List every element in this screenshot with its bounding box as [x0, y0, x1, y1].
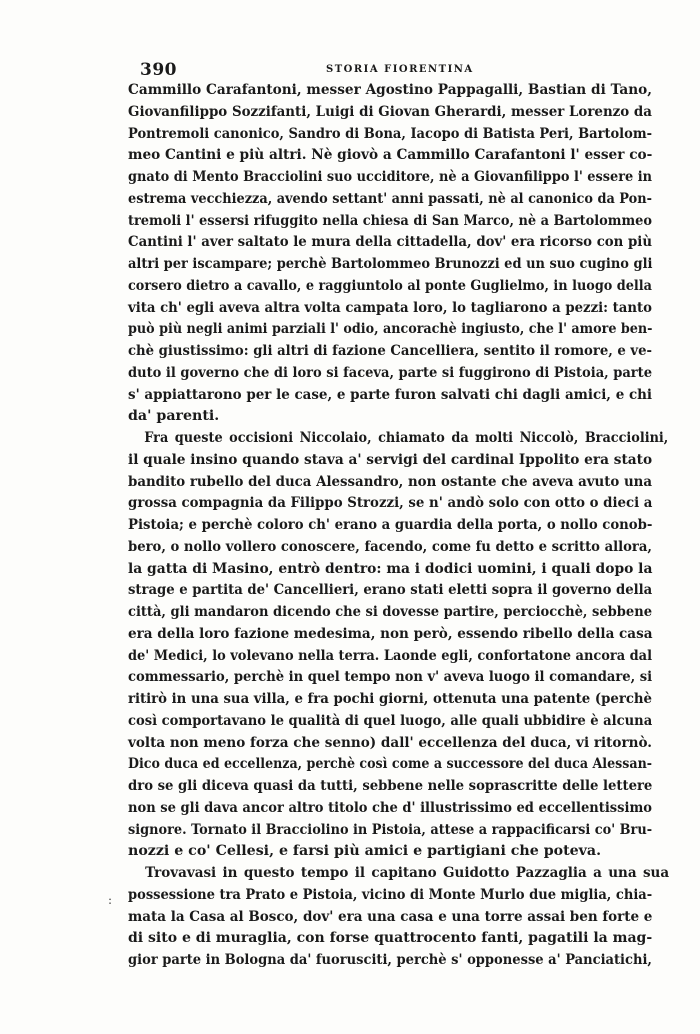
page-header	[140, 60, 552, 82]
text-line: di sito e di muraglia, con forse quattrocento fanti, pagatili la mag-	[128, 930, 653, 947]
text-line: corsero dietro a cavallo, e raggiuntolo al ponte Guglielmo, in luogo della	[128, 277, 652, 294]
text-line: Dico duca ed eccellenza, perchè così come a successore del duca Alessan-	[128, 756, 653, 773]
text-line: il quale insino quando stava a' servigi del cardinal Ippolito era stato	[128, 451, 653, 468]
text-line: meo Cantini e più altri. Nè giovò a Cammillo Carafantoni l' esser co-	[128, 147, 653, 164]
text-line: da' parenti.	[128, 408, 220, 425]
text-line: signore. Tornato il Bracciolino in Pistoia, attese a rappacificarsi co' Bru-	[128, 821, 653, 838]
text-line: s' appiattarono per le case, e parte furon salvati chi dagli amici, e chi	[128, 386, 653, 403]
text-line: Cantini l' aver saltato le mura della cittadella, dov' era ricorso con più	[128, 234, 653, 251]
text-line: mata la Casa al Bosco, dov' era una casa e una torre assai ben forte e	[128, 908, 653, 925]
text-line: strage e partita de' Cancellieri, erano stati eletti sopra il governo della	[128, 582, 653, 599]
text-line: Giovanfilippo Sozzifanti, Luigi di Giovan Gherardi, messer Lorenzo da	[128, 103, 652, 120]
text-line: così comportavano le qualità di quel luogo, alle quali ubbidire è alcuna	[128, 712, 653, 729]
page-number: 390	[140, 60, 177, 80]
text-line: Cammillo Carafantoni, messer Agostino Pappagalli, Bastian di Tano,	[128, 82, 653, 98]
text-line: ritirò in una sua villa, e fra pochi giorni, ottenuta una patente (perchè	[128, 691, 652, 707]
text-line: estrema vecchiezza, avendo settant' anni passati, nè al canonico da Pon-	[128, 190, 652, 207]
text-line: Trovavasi in questo tempo il capitano Guidotto Pazzaglia a una sua	[145, 865, 670, 881]
text-line: città, gli mandaron dicendo che si dovesse partire, perciocchè, sebbene	[128, 604, 653, 620]
text-line: vita ch' egli aveva altra volta campata loro, lo tagliarono a pezzi: tanto	[128, 299, 652, 316]
text-line: era della loro fazione medesima, non però, essendo ribello della casa	[128, 625, 653, 642]
text-line: bero, o nollo vollero conoscere, facendo, come fu detto e scritto allora,	[128, 538, 653, 555]
text-line: volta non meno forza che senno) dall' eccellenza del duca, vi ritornò.	[128, 734, 652, 751]
text-line: dro se gli diceva quasi da tutti, sebbene nelle soprascritte delle lettere	[128, 778, 653, 794]
running-head: STORIA FIORENTINA	[326, 64, 474, 75]
text-line: altri per iscampare; perchè Bartolommeo Brunozzi ed un suo cugino gli	[128, 256, 653, 272]
text-line: commessario, perchè in quel tempo non v' aveva luogo il comandare, si	[128, 669, 653, 686]
text-line: gnato di Mento Bracciolini suo ucciditore, nè a Giovanfilippo l' essere in	[128, 169, 652, 185]
text-line: Fra queste occisioni Niccolaio, chiamato da molti Niccolò, Bracciolini,	[144, 430, 669, 446]
body-text	[128, 80, 670, 972]
text-line: gior parte in Bologna da' fuorusciti, perchè s' opponesse a' Panciatichi,	[128, 952, 652, 968]
text-line: Pontremoli canonico, Sandro di Bona, Iacopo di Batista Peri, Bartolom-	[128, 125, 653, 142]
text-line: duto il governo che di loro si faceva, parte si fuggirono di Pistoia, parte	[128, 364, 653, 381]
text-line: nozzi e co' Cellesi, e farsi più amici e partigiani che poteva.	[128, 843, 602, 860]
text-line: non se gli dava ancor altro titolo che d' illustrissimo ed eccellentissimo	[128, 799, 652, 816]
text-line: può più negli animi parziali l' odio, ancorachè ingiusto, che l' amore ben-	[128, 321, 653, 338]
text-line: grossa compagnia da Filippo Strozzi, se n' andò solo con otto o dieci a	[128, 495, 653, 512]
text-line: possessione tra Prato e Pistoia, vicino di Monte Murlo due miglia, chia-	[128, 886, 653, 903]
margin-mark: :	[108, 893, 113, 907]
text-line: de' Medici, lo volevano nella terra. Laonde egli, confortatone ancora dal	[128, 647, 653, 664]
text-line: la gatta di Masino, entrò dentro: ma i dodici uomini, i quali dopo la	[128, 560, 653, 577]
text-line: tremoli l' essersi rifuggito nella chiesa di San Marco, nè a Bartolommeo	[128, 212, 652, 229]
text-line: chè giustissimo: gli altri di fazione Cancelliera, sentito il romore, e ve-	[128, 343, 652, 359]
text-line: bandito rubello del duca Alessandro, non ostante che aveva avuto una	[128, 473, 653, 490]
text-line: Pistoia; e perchè coloro ch' erano a guardia della porta, o nollo conob-	[128, 517, 653, 533]
